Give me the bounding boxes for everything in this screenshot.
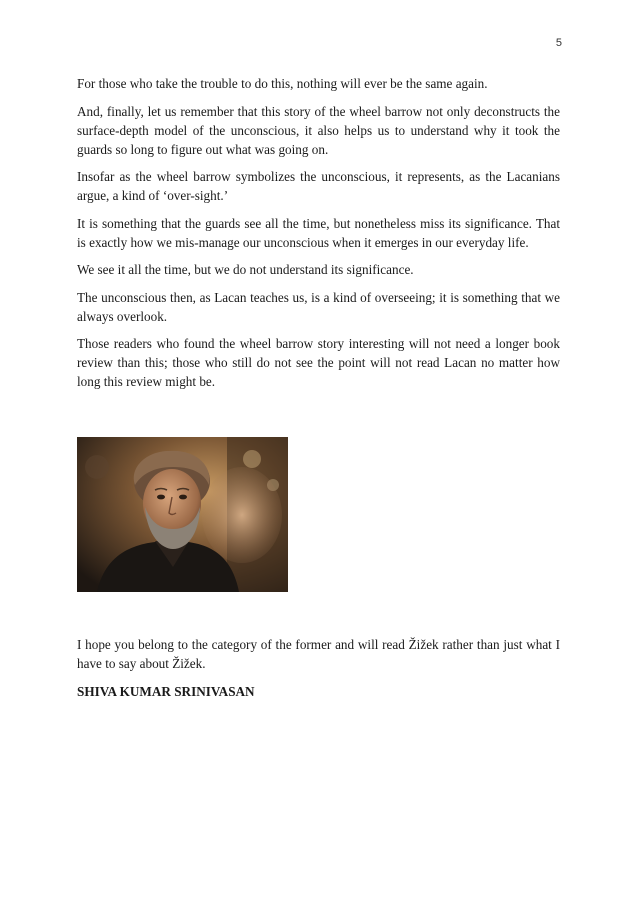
portrait-illustration xyxy=(77,437,288,592)
paragraph: Those readers who found the wheel barrow story interesting will not need a longer book review than this; those who still do not see the point will not read Lacan no matter how long this review might be. xyxy=(77,336,560,389)
document-body xyxy=(77,74,560,701)
paragraph: I hope you belong to the category of the former and will read Žižek rather than just what I have to say about Žižek. xyxy=(77,637,560,671)
paragraph: The unconscious then, as Lacan teaches us, is a kind of overseeing; it is something that we always overlook. xyxy=(77,289,560,324)
paragraph: For those who take the trouble to do this, nothing will ever be the same again. xyxy=(77,76,488,91)
paragraph: It is something that the guards see all the time, but nonetheless miss its significance. That is exactly how we mis-manage our unconscious when it emerges in our everyday life. xyxy=(77,215,560,250)
paragraph: We see it all the time, but we do not understand its significance. xyxy=(77,262,414,277)
author-signature: SHIVA KUMAR SRINIVASAN xyxy=(77,683,255,699)
paragraph: And, finally, let us remember that this story of the wheel barrow not only deconstructs the surface-depth model of the unconscious, it also helps us to understand why it took the guards so long to figure out what was going on. xyxy=(77,103,560,157)
page-number: 5 xyxy=(555,37,562,49)
portrait-photo xyxy=(77,437,288,592)
paragraph: Insofar as the wheel barrow symbolizes the unconscious, it represents, as the Lacanians argue, a kind of ‘over-sight.’ xyxy=(77,169,560,203)
